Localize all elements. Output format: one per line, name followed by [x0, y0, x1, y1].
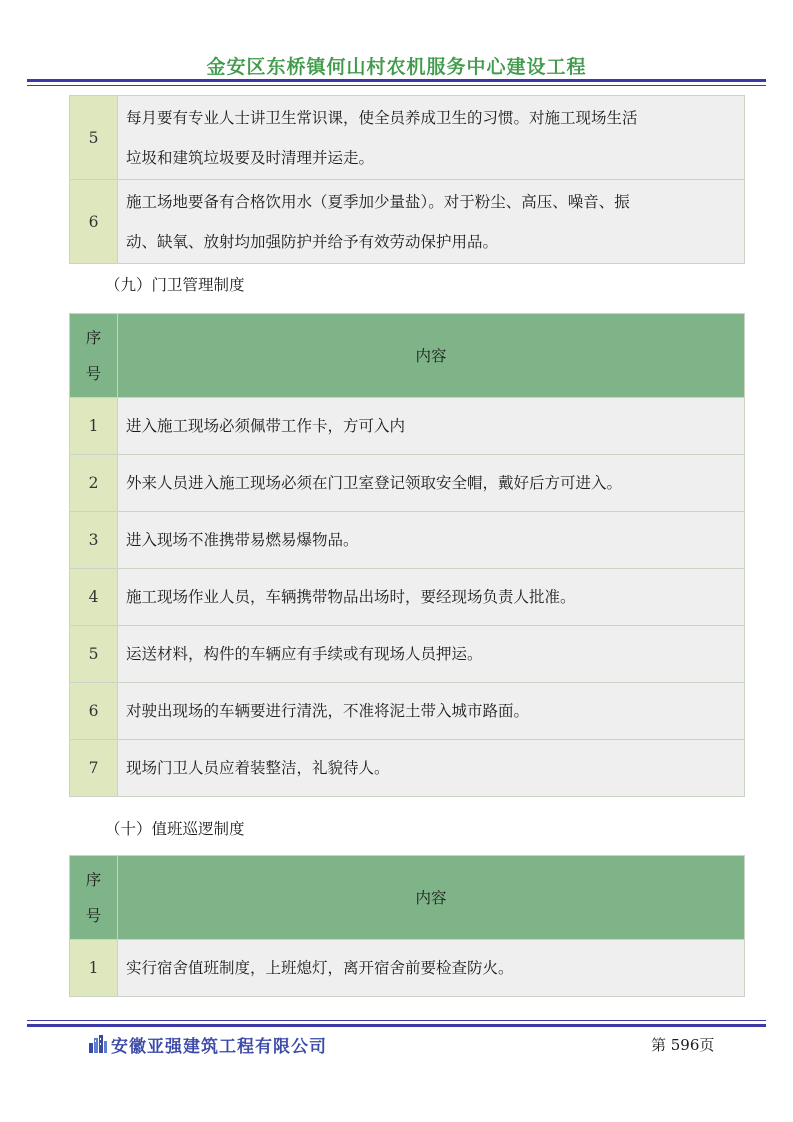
row-content: 运送材料，构件的车辆应有手续或有现场人员押运。 — [118, 626, 745, 683]
row-content: 施工现场作业人员，车辆携带物品出场时，要经现场负责人批准。 — [118, 569, 745, 626]
footer-company — [88, 1032, 327, 1056]
footer-rule-thick — [27, 1024, 766, 1027]
company-building-icon — [88, 1035, 108, 1053]
table-row — [70, 455, 745, 512]
header-content: 内容 — [118, 856, 745, 940]
row-content-line: 施工场地要备有合格饮用水（夏季加少量盐）。对于粉尘、高压、噪音、振 — [126, 192, 630, 211]
gate-management-table — [69, 313, 745, 797]
header-seq-line: 号 — [85, 906, 102, 925]
row-number: 4 — [70, 569, 118, 626]
company-name: 安徽亚强建筑工程有限公司 — [111, 1036, 327, 1057]
row-number: 1 — [70, 940, 118, 997]
header-seq — [70, 856, 118, 940]
row-content: 对驶出现场的车辆要进行清洗，不准将泥土带入城市路面。 — [118, 683, 745, 740]
page-number: 第 596页 — [651, 1036, 715, 1054]
table-row — [70, 569, 745, 626]
row-content — [118, 96, 745, 180]
section-title-gate-management: （九）门卫管理制度 — [105, 276, 245, 294]
document-header-title: 金安区东桥镇何山村农机服务中心建设工程 — [206, 56, 587, 78]
table-row — [70, 683, 745, 740]
table-row — [70, 398, 745, 455]
header-seq — [70, 314, 118, 398]
row-number: 1 — [70, 398, 118, 455]
table-row — [70, 740, 745, 797]
table-row — [70, 512, 745, 569]
table-header-row — [70, 314, 745, 398]
row-content-line: 垃圾和建筑垃圾要及时清理并运走。 — [126, 148, 375, 167]
table-row — [70, 940, 745, 997]
header-content: 内容 — [118, 314, 745, 398]
header-rule-thick — [27, 79, 766, 82]
table-header-row — [70, 856, 745, 940]
hygiene-table-continued — [69, 95, 745, 264]
header-seq-line: 序 — [85, 328, 102, 347]
row-content-line: 每月要有专业人士讲卫生常识课，使全员养成卫生的习惯。对施工现场生活 — [126, 108, 638, 127]
row-number: 6 — [70, 180, 118, 264]
row-number: 6 — [70, 683, 118, 740]
row-number: 3 — [70, 512, 118, 569]
row-content: 外来人员进入施工现场必须在门卫室登记领取安全帽，戴好后方可进入。 — [118, 455, 745, 512]
row-content — [118, 180, 745, 264]
row-content: 现场门卫人员应着装整洁，礼貌待人。 — [118, 740, 745, 797]
row-number: 2 — [70, 455, 118, 512]
row-content: 进入现场不准携带易燃易爆物品。 — [118, 512, 745, 569]
row-number: 7 — [70, 740, 118, 797]
header-seq-line: 号 — [85, 364, 102, 383]
footer-rule-thin — [27, 1020, 766, 1021]
table-row — [70, 96, 745, 180]
table-row — [70, 180, 745, 264]
table-row — [70, 626, 745, 683]
row-number: 5 — [70, 626, 118, 683]
header-rule-thin — [27, 85, 766, 86]
row-number: 5 — [70, 96, 118, 180]
header-seq-line: 序 — [85, 870, 102, 889]
duty-patrol-table — [69, 855, 745, 997]
row-content: 实行宿舍值班制度，上班熄灯，离开宿舍前要检查防火。 — [118, 940, 745, 997]
row-content-line: 动、缺氧、放射均加强防护并给予有效劳动保护用品。 — [126, 232, 499, 251]
section-title-duty-patrol: （十）值班巡逻制度 — [105, 820, 245, 838]
row-content: 进入施工现场必须佩带工作卡，方可入内 — [118, 398, 745, 455]
